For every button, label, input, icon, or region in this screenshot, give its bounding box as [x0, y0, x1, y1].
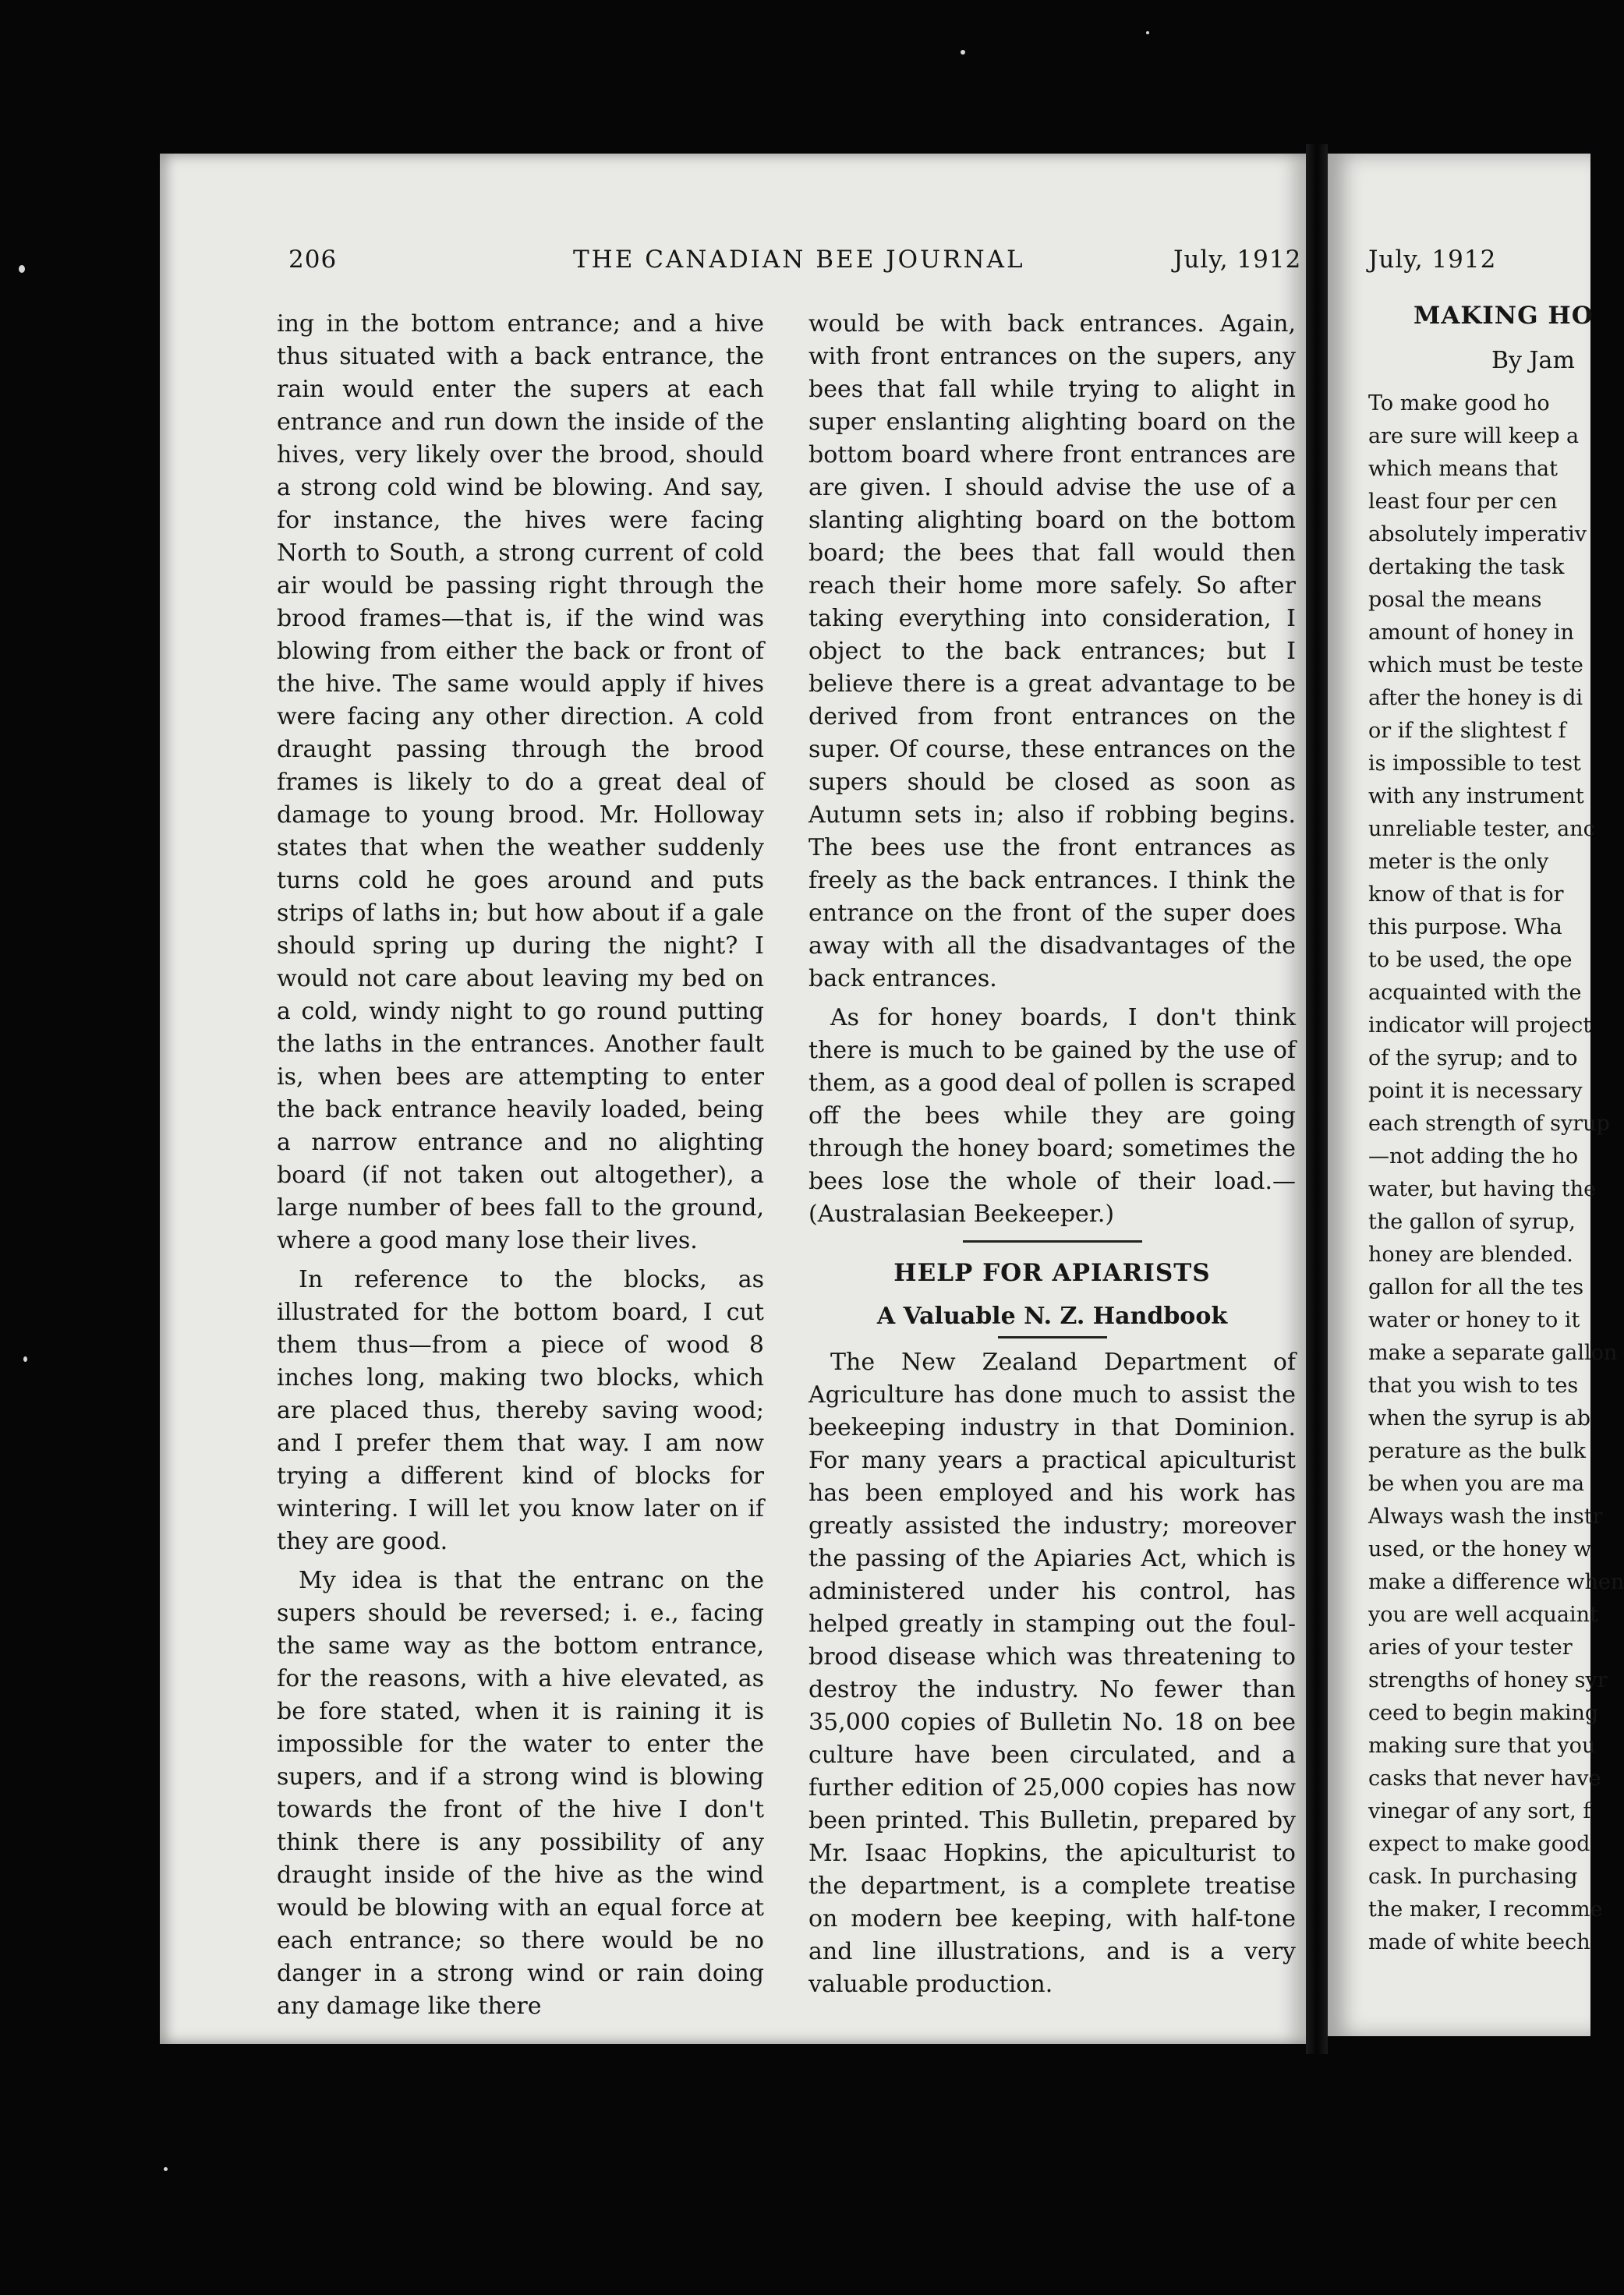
dust-speck	[1146, 31, 1149, 34]
dust-speck	[961, 50, 965, 55]
right-article-line: be when you are ma	[1368, 1472, 1585, 1496]
right-article-line: ceed to begin making	[1368, 1701, 1599, 1725]
right-article-line: expect to make good	[1368, 1832, 1590, 1856]
article-heading: HELP FOR APIARISTS	[893, 1259, 1211, 1287]
right-article-line: perature as the bulk	[1368, 1439, 1586, 1463]
right-article-line: point it is necessary	[1368, 1079, 1583, 1103]
right-article-line: with any instrument	[1368, 784, 1584, 808]
right-article-line: cask. In purchasing	[1368, 1865, 1578, 1889]
right-article-line: least four per cen	[1368, 490, 1558, 514]
right-article-line: absolutely imperativ	[1368, 522, 1587, 546]
right-article-line: you are well acquaint	[1368, 1603, 1598, 1627]
right-article-line: the maker, I recomme	[1368, 1897, 1603, 1922]
heading-divider	[998, 1336, 1107, 1338]
right-article-body	[1368, 387, 1624, 1959]
right-article-line: when the syrup is ab	[1368, 1406, 1590, 1430]
right-article-byline: By Jam	[1491, 347, 1575, 374]
right-article-line: casks that never have	[1368, 1766, 1601, 1791]
right-article-line: honey are blended.	[1368, 1243, 1573, 1267]
dust-speck	[19, 265, 25, 273]
right-article-line: made of white beech	[1368, 1930, 1590, 1954]
right-article-line: vinegar of any sort, f	[1368, 1799, 1591, 1823]
right-article-line: make a difference when	[1368, 1570, 1624, 1594]
paragraph: ing in the bottom entrance; and a hive thus situated with a back entrance, the rain would enter the supers at each entrance and run down the inside of the hives, very likely over the brood, should a strong cold wind be blowing. And say, for instance, the hives were facing North to South, a strong current of cold air would be passing right through the brood frames—that is, if the wind was blowing from either the back or front of the hive. The same would apply if hives were facing any other direction. A cold draught passing through the brood frames is likely to do a great deal of damage to young brood. Mr. Holloway states that when the weather suddenly turns cold he goes around and puts strips of laths in; but how about if a gale should spring up during the night? I would not care about leaving my bed on a cold, windy night to go round putting the laths in the entrances. Another fault is, when bees are attempting to enter the back entrance heavily loaded, being a narrow entrance and no alighting board (if not taken out altogether), a large number of bees fall to the ground, where a good many lose their lives.	[277, 310, 764, 1254]
right-article-line: unreliable tester, anc	[1368, 817, 1595, 841]
right-article-line: acquainted with the	[1368, 981, 1582, 1005]
right-article-line: posal the means	[1368, 588, 1542, 612]
dust-speck	[23, 1356, 27, 1362]
right-article-line: are sure will keep a	[1368, 424, 1580, 448]
article-body: The New Zealand Department of Agriculture has done much to assist the beekeeping industry in that Dominion. For many years a practical apiculturist has been employed and his work has greatly assisted the industry; moreover the passing of the Apiaries Act, which is administered under his control, has helped greatly in stamping out the foul-brood disease which was threatening to destroy the industry. No fewer than 35,000 copies of Bulletin No. 18 on bee culture have been circulated, and a further edition of 25,000 copies has now been printed. This Bulletin, prepared by Mr. Isaac Hopkins, the apiculturist to the department, is a complete treatise on modern bee keeping, with half-tone and line illustrations, and is a very valuable production.	[808, 1349, 1296, 1998]
right-article-line: water or honey to it	[1368, 1308, 1580, 1332]
right-article-line: meter is the only	[1368, 850, 1549, 874]
right-article-line: aries of your tester	[1368, 1635, 1573, 1660]
right-article-line: used, or the honey w	[1368, 1537, 1592, 1561]
right-article-line: each strength of syrup	[1368, 1112, 1610, 1136]
right-article-line: amount of honey in	[1368, 621, 1574, 645]
article-subheading: A Valuable N. Z. Handbook	[876, 1303, 1228, 1330]
right-article-line: strengths of honey syr	[1368, 1668, 1608, 1692]
paragraph: As for honey boards, I don't think there is much to be gained by the use of them, as a good deal of pollen is scraped off the bees while they are going through the honey board; sometimes the bees lose the whole of their load.—(Australasian Beekeeper.)	[808, 1004, 1296, 1228]
right-article-line: of the syrup; and to	[1368, 1046, 1578, 1070]
right-article-line: water, but having the	[1368, 1177, 1597, 1201]
book-gutter	[1306, 144, 1328, 2054]
right-article-heading: MAKING HO	[1413, 302, 1594, 330]
right-page	[1328, 154, 1624, 2036]
right-column	[808, 308, 1296, 2007]
right-article-line: making sure that you	[1368, 1734, 1596, 1758]
right-article-line: gallon for all the tes	[1368, 1275, 1584, 1300]
right-article-line: dertaking the task	[1368, 555, 1565, 579]
issue-date: July, 1912	[1173, 246, 1302, 274]
right-article-line: Always wash the instr	[1368, 1505, 1603, 1529]
right-article-line: after the honey is di	[1368, 686, 1583, 710]
left-page	[160, 154, 1306, 2044]
right-article-line: is impossible to test	[1368, 751, 1581, 776]
right-article-line: which means that	[1368, 457, 1558, 481]
right-article-line: which must be teste	[1368, 653, 1583, 677]
paragraph: would be with back entrances. Again, with front entrances on the supers, any bees that fall while trying to alight in super enslanting alighting board on the bottom board where front entrances are are given. I should advise the use of a slanting alighting board on the bottom board; the bees that fall would then reach their home more safely. So after taking everything into consideration, I object to the back entrances; but I believe there is a great advantage to be derived from front entrances on the super. Of course, these entrances on the supers should be closed as soon as Autumn sets in; also if robbing begins. The bees use the front entrances as freely as the back entrances. I think the entrance on the front of the super does away with all the disadvantages of the back entrances.	[808, 310, 1296, 992]
right-article-line: the gallon of syrup,	[1368, 1210, 1576, 1234]
paragraph: In reference to the blocks, as illustrated for the bottom board, I cut them thus—from a piece of wood 8 inches long, making two blocks, which are placed thus, thereby saving wood; and I prefer them that way. I am now trying a different kind of blocks for wintering. I will let you know later on if they are good.	[277, 1266, 764, 1555]
right-article-line: make a separate gallon	[1368, 1341, 1618, 1365]
journal-title: THE CANADIAN BEE JOURNAL	[573, 246, 1025, 274]
section-divider	[963, 1240, 1142, 1243]
right-article-line: to be used, the ope	[1368, 948, 1573, 972]
right-article-line: that you wish to tes	[1368, 1374, 1579, 1398]
left-column	[277, 308, 764, 2029]
right-article-line: know of that is for	[1368, 882, 1564, 907]
page-number: 206	[288, 246, 338, 274]
right-page-date: July, 1912	[1368, 246, 1497, 274]
right-article-line: indicator will project	[1368, 1013, 1592, 1038]
right-article-line: this purpose. Wha	[1368, 915, 1562, 939]
right-article-line: To make good ho	[1368, 391, 1550, 416]
right-article-line: or if the slightest f	[1368, 719, 1566, 743]
right-article-line: —not adding the ho	[1368, 1144, 1579, 1169]
paragraph: My idea is that the entranc on the supers should be reversed; i. e., facing the same way as the bottom entrance, for the reasons, with a hive elevated, as be fore stated, when it is raining it is impossible for the water to enter the supers, and if a strong wind is blowing towards the front of the hive I don't think there is any possibility of any draught inside of the hive as the wind would be blowing with an equal force at each entrance; so there would be no danger in a strong wind or rain doing any damage like there	[277, 1567, 764, 2020]
dust-speck	[164, 2167, 168, 2171]
